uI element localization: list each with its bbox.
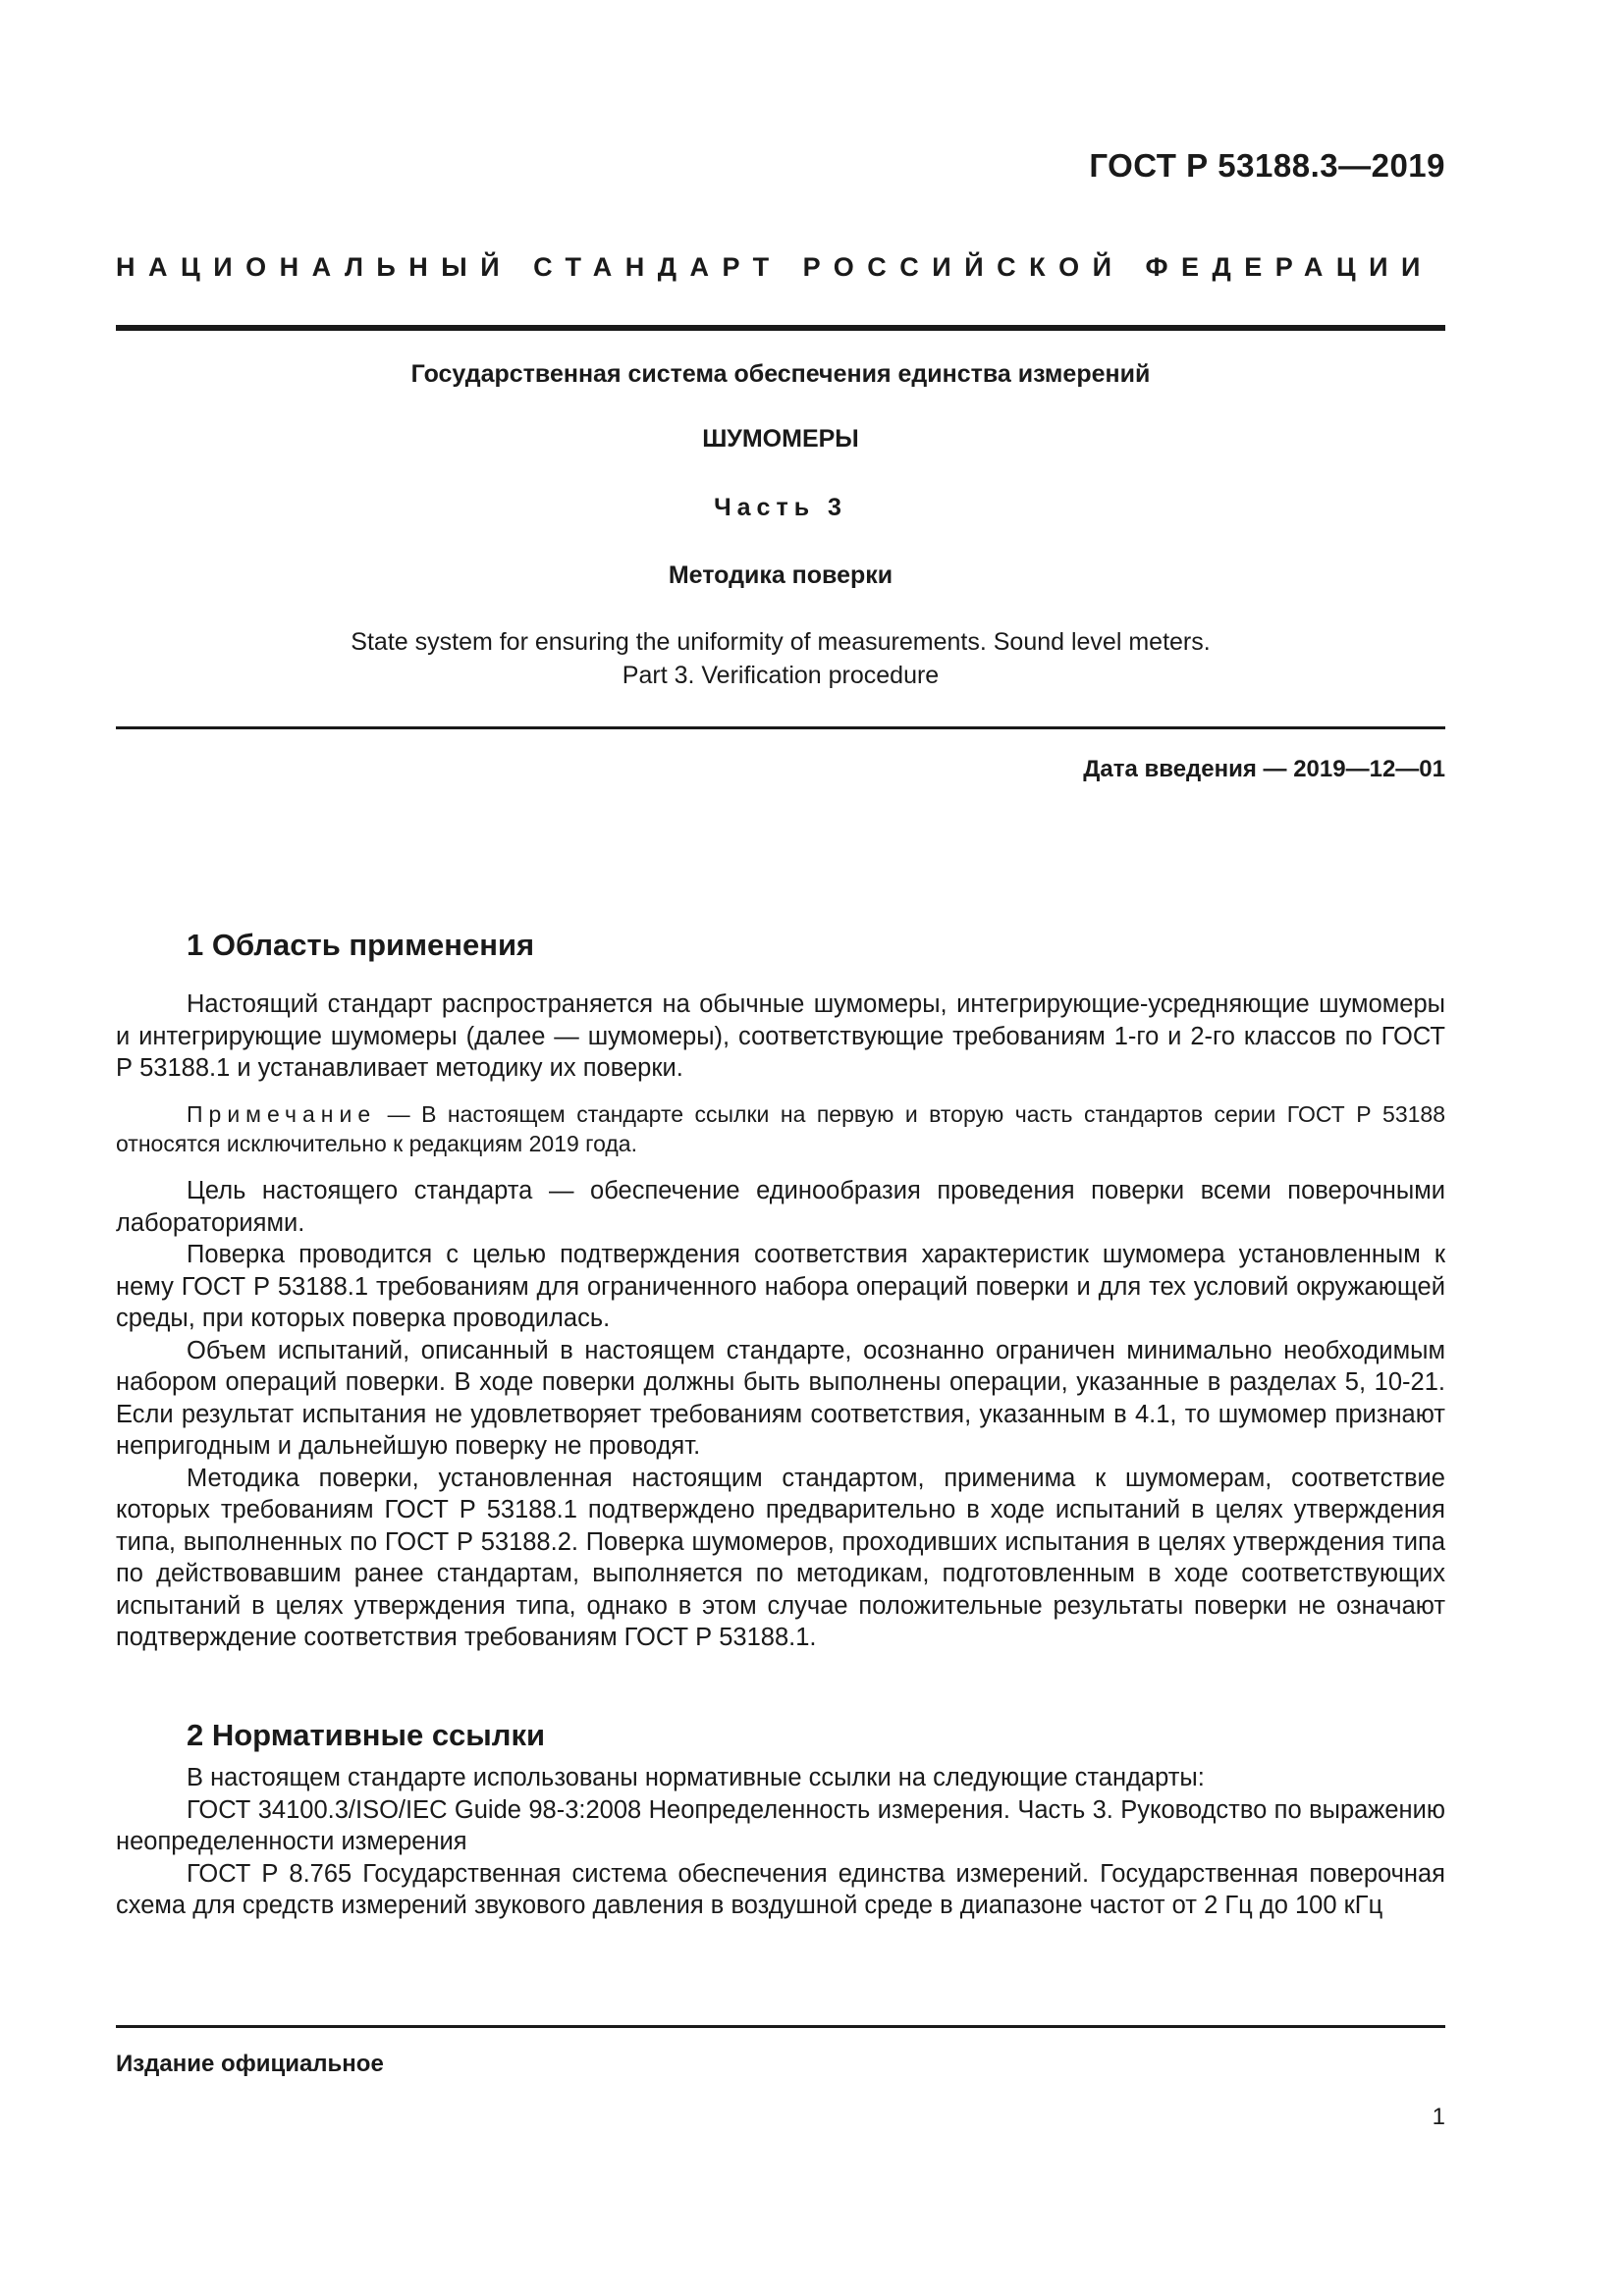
section-1-note — [116, 1099, 1445, 1158]
section-2-body — [116, 1762, 1445, 1922]
paragraph: Настоящий стандарт распространяется на обычные шумомеры, интегрирующие-усредняющие шумомеры и интегрирующие шумомеры (далее — шумомеры), соответствующие требованиям 1-го и 2-го классов по ГОСТ Р 53188.1 и устанавливает методику их поверки. — [116, 990, 1445, 1082]
english-title-line1: State system for ensuring the uniformity of measurements. Sound level meters. — [351, 628, 1211, 656]
footer-divider — [116, 2025, 1445, 2028]
page-number: 1 — [1432, 2104, 1445, 2130]
english-title — [116, 625, 1445, 692]
paragraph: В настоящем стандарте использованы нормативные ссылки на следующие стандарты: — [187, 1764, 1205, 1791]
note-label: Примечание — [187, 1101, 377, 1127]
title-divider — [116, 726, 1445, 729]
paragraph: ГОСТ Р 8.765 Государственная система обеспечения единства измерений. Государственная поверочная схема для средств измерений звукового давления в воздушной среде в диапазоне частот от 2 Гц до 100 кГц — [116, 1859, 1445, 1919]
note-text: — В настоящем стандарте ссылки на первую и вторую часть стандартов серии ГОСТ Р 53188 относятся исключительно к редакциям 2019 года. — [116, 1101, 1445, 1156]
english-title-line2: Part 3. Verification procedure — [622, 662, 940, 689]
doc-number: ГОСТ Р 53188.3—2019 — [1089, 147, 1445, 184]
paragraph: Поверка проводится с целью подтверждения соответствия характеристик шумомера установленным к нему ГОСТ Р 53188.1 требованиям для ограниченного набора операций поверки и для тех условий окружающей среды, при которых поверка проводилась. — [116, 1241, 1445, 1332]
main-title: ШУМОМЕРЫ — [702, 425, 859, 453]
section-1-intro — [116, 988, 1445, 1085]
section-1-body — [116, 1175, 1445, 1654]
national-standard-banner: НАЦИОНАЛЬНЫЙ СТАНДАРТ РОССИЙСКОЙ ФЕДЕРАЦИИ — [116, 252, 1434, 282]
note-paragraph — [116, 1099, 1445, 1158]
intro-date: Дата введения — 2019—12—01 — [1083, 756, 1445, 782]
official-edition-label: Издание официальное — [116, 2051, 384, 2077]
paragraph: ГОСТ 34100.3/ISO/IEC Guide 98-3:2008 Неопределенность измерения. Часть 3. Руководство по выражению неопределенности измерения — [116, 1795, 1445, 1855]
header-divider — [116, 325, 1445, 331]
paragraph: Объем испытаний, описанный в настоящем стандарте, осознанно ограничен минимально необходимым набором операций поверки. В ходе поверки должны быть выполнены операции, указанные в разделах 5, 10-21. Если результат испытания не удовлетворяет требованиям соответствия, указанным в 4.1, то шумомер признают непригодным и дальнейшую поверку не проводят. — [116, 1336, 1445, 1460]
paragraph: Цель настоящего стандарта — обеспечение единообразия проведения поверки всеми поверочными лабораториями. — [116, 1177, 1445, 1237]
system-title: Государственная система обеспечения единства измерений — [410, 360, 1151, 388]
part-title: Часть 3 — [714, 494, 847, 521]
section-1-heading: 1 Область применения — [187, 928, 535, 962]
section-2-heading: 2 Нормативные ссылки — [187, 1718, 546, 1752]
paragraph: Методика поверки, установленная настоящим стандартом, применима к шумомерам, соответствие которых требованиям ГОСТ Р 53188.1 подтверждено предварительно в ходе испытаний в целях утверждения типа, выполненных по ГОСТ Р 53188.2. Поверка шумомеров, проходивших испытания в целях утверждения типа по действовавшим ранее стандартам, выполняется по методикам, подготовленным в ходе соответствующих испытаний в целях утверждения типа, однако в этом случае положительные результаты поверки не означают подтверждение соответствия требованиям ГОСТ Р 53188.1. — [116, 1464, 1445, 1651]
method-title: Методика поверки — [668, 561, 893, 589]
